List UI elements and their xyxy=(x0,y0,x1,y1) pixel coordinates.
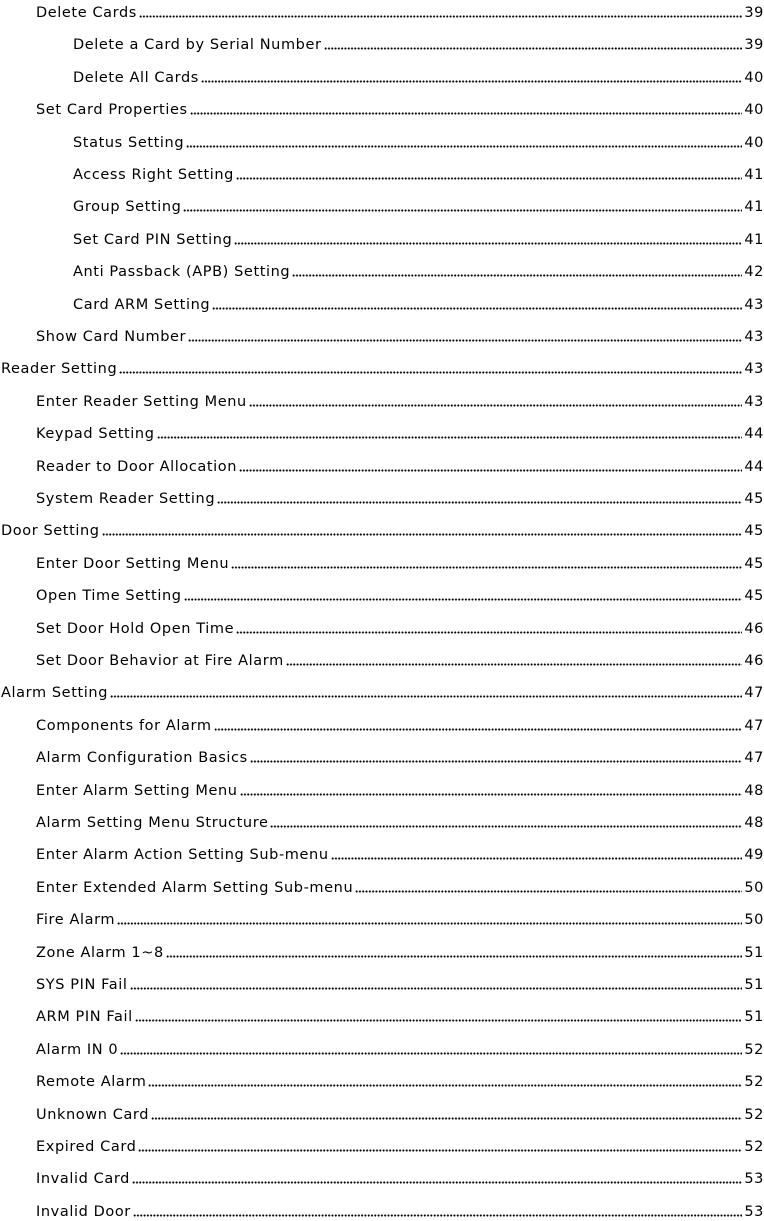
toc-entry[interactable] xyxy=(0,356,764,378)
dot-leader xyxy=(151,1117,742,1120)
toc-entry-page: 40 xyxy=(744,69,764,86)
toc-entry-page: 45 xyxy=(744,491,764,507)
toc-entry-page: 47 xyxy=(744,717,764,734)
toc-entry-page: 41 xyxy=(744,231,764,248)
toc-entry[interactable] xyxy=(0,518,764,540)
toc-entry-title: Enter Extended Alarm Setting Sub-menu xyxy=(36,879,354,896)
toc-entry-page: 45 xyxy=(744,555,764,572)
toc-entry-page: 48 xyxy=(744,782,764,799)
toc-entry[interactable] xyxy=(0,583,764,605)
dot-leader xyxy=(166,955,743,958)
toc-entry-page: 51 xyxy=(744,944,764,961)
toc-entry[interactable] xyxy=(0,97,764,119)
toc-entry[interactable] xyxy=(0,875,764,897)
dot-leader xyxy=(270,825,742,828)
toc-entry[interactable] xyxy=(0,648,764,670)
toc-entry-title: Set Door Behavior at Fire Alarm xyxy=(36,653,284,669)
toc-entry[interactable] xyxy=(0,1166,764,1188)
toc-entry-title: Invalid Card xyxy=(36,1171,130,1188)
toc-entry-page: 42 xyxy=(744,264,764,281)
toc-entry[interactable] xyxy=(0,130,764,152)
dot-leader xyxy=(184,598,743,601)
toc-entry-page: 49 xyxy=(744,847,764,864)
toc-entry[interactable] xyxy=(0,421,764,443)
toc-entry-page: 53 xyxy=(744,1171,764,1188)
toc-entry-page: 40 xyxy=(744,102,764,119)
toc-entry[interactable] xyxy=(0,940,764,962)
toc-entry-page: 51 xyxy=(744,1009,764,1026)
toc-entry-title: Alarm Setting xyxy=(1,685,108,702)
dot-leader xyxy=(217,501,742,504)
dot-leader xyxy=(186,145,742,148)
toc-entry-title: Alarm Setting Menu Structure xyxy=(36,815,269,831)
toc-entry[interactable] xyxy=(0,972,764,994)
dot-leader xyxy=(188,339,742,342)
toc-entry[interactable] xyxy=(0,1004,764,1026)
toc-entry-page: 41 xyxy=(744,167,764,183)
toc-entry-page: 53 xyxy=(744,1203,764,1220)
toc-entry-title: Invalid Door xyxy=(36,1203,131,1220)
dot-leader xyxy=(239,469,742,472)
toc-entry-page: 52 xyxy=(744,1139,764,1155)
toc-entry-title: Set Door Hold Open Time xyxy=(36,620,235,637)
toc-entry[interactable] xyxy=(0,162,764,184)
dot-leader xyxy=(201,80,742,83)
toc-entry-title: Card ARM Setting xyxy=(73,296,211,313)
toc-entry[interactable] xyxy=(0,0,764,22)
toc-entry-page: 41 xyxy=(744,199,764,216)
toc-entry-title: Alarm IN 0 xyxy=(36,1041,119,1058)
toc-entry-title: Fire Alarm xyxy=(36,912,116,929)
toc-entry-title: Group Setting xyxy=(73,199,182,216)
toc-entry-title: Reader Setting xyxy=(1,361,118,378)
toc-entry-title: Expired Card xyxy=(36,1139,137,1155)
toc-entry-title: Delete All Cards xyxy=(73,69,199,86)
toc-entry-page: 50 xyxy=(744,879,764,896)
toc-entry-page: 43 xyxy=(744,329,764,345)
dot-leader xyxy=(138,1149,742,1152)
dot-leader xyxy=(212,307,742,310)
toc-entry-page: 48 xyxy=(744,815,764,831)
toc-entry[interactable] xyxy=(0,616,764,638)
dot-leader xyxy=(292,274,742,277)
toc-entry-page: 46 xyxy=(744,620,764,637)
toc-entry[interactable] xyxy=(0,713,764,735)
toc-entry[interactable] xyxy=(0,259,764,281)
dot-leader xyxy=(120,1052,742,1055)
dot-leader xyxy=(324,47,743,50)
toc-entry-page: 39 xyxy=(744,5,764,21)
dot-leader xyxy=(183,209,742,212)
toc-entry-title: Zone Alarm 1~8 xyxy=(36,944,164,961)
dot-leader xyxy=(102,533,743,536)
toc-entry-page: 40 xyxy=(744,134,764,151)
dot-leader xyxy=(231,566,742,569)
toc-entry-page: 52 xyxy=(744,1106,764,1123)
toc-entry-page: 43 xyxy=(744,296,764,313)
dot-leader xyxy=(133,1214,742,1217)
toc-entry-title: SYS PIN Fail xyxy=(36,977,128,993)
toc-entry-title: Show Card Number xyxy=(36,329,187,345)
toc-entry[interactable] xyxy=(0,194,764,216)
dot-leader xyxy=(286,663,743,666)
toc-entry-page: 47 xyxy=(744,685,764,702)
toc-entry[interactable] xyxy=(0,842,764,864)
toc-entry-title: Access Right Setting xyxy=(73,167,234,183)
dot-leader xyxy=(236,631,742,634)
toc-entry-title: System Reader Setting xyxy=(36,491,216,507)
toc-entry-title: Status Setting xyxy=(73,134,185,151)
toc-entry-title: Reader to Door Allocation xyxy=(36,458,238,475)
toc-entry-page: 51 xyxy=(744,977,764,993)
toc-entry-title: Alarm Configuration Basics xyxy=(36,750,248,767)
toc-entry[interactable] xyxy=(0,551,764,573)
toc-entry-page: 46 xyxy=(744,653,764,669)
toc-entry-title: Enter Door Setting Menu xyxy=(36,555,230,572)
dot-leader xyxy=(110,695,742,698)
toc-entry-title: Keypad Setting xyxy=(36,426,155,443)
toc-entry[interactable] xyxy=(0,65,764,87)
dot-leader xyxy=(355,890,742,893)
toc-entry[interactable] xyxy=(0,778,764,800)
toc-entry-page: 47 xyxy=(744,750,764,767)
toc-entry[interactable] xyxy=(0,324,764,346)
toc-entry-page: 45 xyxy=(744,588,764,605)
toc-entry-title: Door Setting xyxy=(1,523,100,540)
dot-leader xyxy=(135,1019,743,1022)
dot-leader xyxy=(130,987,743,990)
toc-entry-page: 39 xyxy=(744,37,764,54)
toc-entry[interactable] xyxy=(0,680,764,702)
toc-entry-page: 50 xyxy=(744,912,764,929)
dot-leader xyxy=(249,404,743,407)
toc-entry-title: Enter Alarm Action Setting Sub-menu xyxy=(36,847,329,864)
toc-entry-page: 45 xyxy=(744,523,764,540)
dot-leader xyxy=(250,760,743,763)
toc-entry-title: Enter Alarm Setting Menu xyxy=(36,782,238,799)
dot-leader xyxy=(148,1084,742,1087)
toc-entry-title: Unknown Card xyxy=(36,1106,150,1123)
dot-leader xyxy=(214,728,743,731)
toc-entry-page: 43 xyxy=(744,361,764,378)
toc-entry-title: Set Card Properties xyxy=(36,102,188,119)
dot-leader xyxy=(132,1181,742,1184)
toc-entry-title: Components for Alarm xyxy=(36,717,212,734)
toc-entry-page: 44 xyxy=(744,458,764,475)
toc-entry[interactable] xyxy=(0,745,764,767)
toc-entry-title: Set Card PIN Setting xyxy=(73,231,233,248)
toc-entry[interactable] xyxy=(0,389,764,411)
toc-entry[interactable] xyxy=(0,907,764,929)
toc-entry[interactable] xyxy=(0,1069,764,1091)
toc-entry-page: 52 xyxy=(744,1074,764,1091)
toc-entry-title: Remote Alarm xyxy=(36,1074,147,1091)
toc-entry-title: Delete a Card by Serial Number xyxy=(73,37,322,54)
toc-entry[interactable] xyxy=(0,810,764,832)
toc-entry[interactable] xyxy=(0,486,764,508)
dot-leader xyxy=(157,436,743,439)
dot-leader xyxy=(119,371,742,374)
toc-entry[interactable] xyxy=(0,1134,764,1156)
dot-leader xyxy=(139,15,742,18)
toc-entry-page: 52 xyxy=(744,1041,764,1058)
toc-entry-title: ARM PIN Fail xyxy=(36,1009,133,1026)
dot-leader xyxy=(331,857,743,860)
dot-leader xyxy=(240,793,743,796)
toc-entry[interactable] xyxy=(0,227,764,249)
dot-leader xyxy=(234,242,742,245)
toc-entry-title: Enter Reader Setting Menu xyxy=(36,393,247,410)
toc-entry-title: Anti Passback (APB) Setting xyxy=(73,264,291,281)
toc-entry-page: 43 xyxy=(744,393,764,410)
toc-entry[interactable] xyxy=(0,454,764,476)
dot-leader xyxy=(190,112,743,115)
toc-entry-title: Delete Cards xyxy=(36,5,137,21)
toc-entry[interactable] xyxy=(0,1037,764,1059)
toc-entry[interactable] xyxy=(0,292,764,314)
toc-entry-title: Open Time Setting xyxy=(36,588,182,605)
dot-leader xyxy=(117,922,742,925)
toc-entry[interactable] xyxy=(0,1199,764,1221)
toc-entry[interactable] xyxy=(0,32,764,54)
dot-leader xyxy=(236,177,742,180)
toc-entry[interactable] xyxy=(0,1102,764,1124)
toc-entry-page: 44 xyxy=(744,426,764,443)
